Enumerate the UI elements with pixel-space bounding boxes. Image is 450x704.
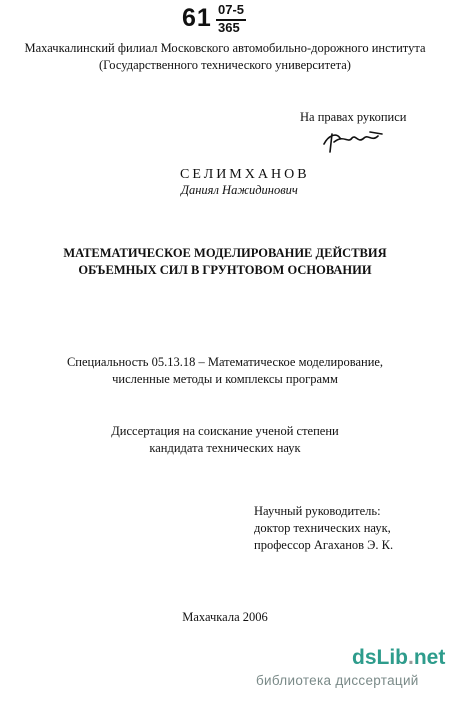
specialty-line-1: Специальность 05.13.18 – Математическое моделирование, (66, 355, 384, 369)
author-surname: СЕЛИМХАНОВ (180, 167, 310, 182)
title-line-2: ОБЪЕМНЫХ СИЛ В ГРУНТОВОМ ОСНОВАНИИ (78, 263, 372, 277)
supervisor-line-1: Научный руководитель: (254, 504, 381, 518)
degree-line-1: Диссертация на соискание ученой степени (111, 424, 339, 438)
watermark-subtitle: библиотека диссертаций (256, 673, 419, 688)
specialty-block (0, 354, 450, 388)
watermark-brand-left: dsLib (352, 646, 408, 669)
institution-line-2: (Государственного технического университета) (99, 58, 351, 72)
supervisor-line-2: доктор технических наук, (254, 521, 391, 535)
doc-code-top: 07-5 (218, 2, 245, 17)
title-line-1: МАТЕМАТИЧЕСКОЕ МОДЕЛИРОВАНИЕ ДЕЙСТВИЯ (63, 246, 387, 260)
specialty-line-2: численные методы и комплексы программ (112, 372, 338, 386)
city-year: Махачкала 2006 (182, 610, 268, 624)
watermark-logo (352, 646, 445, 670)
doc-code-bottom: 365 (218, 20, 240, 35)
institution-header (0, 40, 450, 74)
manuscript-note: На правах рукописи (300, 110, 407, 124)
degree-block (0, 423, 450, 457)
dissertation-title (0, 245, 450, 279)
watermark-brand-dot: . (408, 646, 414, 669)
author-given-name: Даниял Нажидинович (181, 183, 298, 197)
handwritten-signature (318, 122, 390, 156)
institution-line-1: Махачкалинский филиал Московского автомобильно-дорожного института (24, 41, 426, 55)
doc-code-number: 61 (182, 4, 212, 32)
degree-line-2: кандидата технических наук (149, 441, 301, 455)
supervisor-block (254, 503, 393, 554)
watermark-brand-right: net (413, 646, 446, 669)
supervisor-line-3: профессор Агаханов Э. К. (254, 538, 394, 552)
